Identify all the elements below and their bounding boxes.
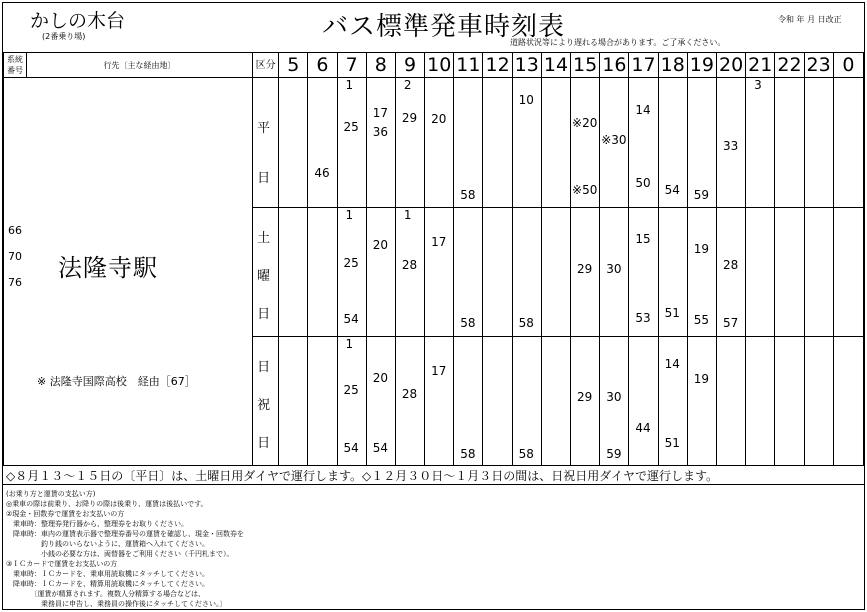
- hour-cell: [600, 208, 629, 337]
- departure-minute: 54: [343, 441, 359, 455]
- hour-cell: [600, 337, 629, 466]
- hour-cell: [687, 337, 716, 466]
- departure-minute: 29: [577, 390, 593, 404]
- hour-cell: [629, 208, 658, 337]
- route-cell: [4, 78, 253, 466]
- hour-header: 18: [658, 53, 687, 78]
- delay-notice: 道路状況等により遅れる場合があります。ご了承ください。: [510, 38, 726, 47]
- hour-cell: [483, 208, 512, 337]
- hour-cell: [483, 337, 512, 466]
- departure-minute: 58: [460, 188, 476, 202]
- fare-note-line: 乗車時：ＩＣカードを、乗車用読取機にタッチしてください。: [6, 570, 209, 578]
- hour-cell: [425, 337, 454, 466]
- hour-cell: [833, 78, 863, 208]
- hour-header: 20: [716, 53, 745, 78]
- departure-minute: 59: [606, 447, 622, 461]
- hour-cell: [541, 78, 570, 208]
- hour-cell: [337, 337, 366, 466]
- departure-minute: 29: [401, 111, 418, 125]
- departure-minute: 58: [518, 447, 534, 461]
- day-type-char: 日: [257, 307, 271, 322]
- departure-minute: 19: [693, 242, 710, 256]
- departure-minute: 44: [635, 421, 651, 435]
- departure-minute: 46: [314, 166, 330, 180]
- hour-cell: [746, 337, 775, 466]
- hour-cell: [395, 337, 424, 466]
- hour-cell: [658, 208, 687, 337]
- day-type-holiday: [253, 337, 279, 466]
- departure-minute: 28: [401, 258, 418, 272]
- hour-cell: [454, 337, 483, 466]
- departure-minute: 54: [372, 441, 389, 455]
- hour-cell: [775, 208, 804, 337]
- hour-cell: [571, 208, 600, 337]
- hour-cell: [425, 208, 454, 337]
- hour-cell: [833, 337, 863, 466]
- departure-minute: 51: [664, 306, 680, 320]
- departure-minute: 30: [606, 390, 622, 404]
- fare-note-line: 釣り銭のいらないように、運賃箱へ入れてください。: [6, 540, 209, 548]
- fare-note-line: 乗務員に申告し、乗務員の操作後にタッチしてください。〕: [6, 600, 227, 608]
- departure-minute: 25: [343, 120, 359, 134]
- hour-cell: [716, 337, 745, 466]
- day-type-char: 日: [257, 171, 271, 186]
- hour-cell: [279, 78, 308, 208]
- hour-cell: [425, 78, 454, 208]
- hour-cell: [512, 337, 541, 466]
- hour-cell: [804, 78, 833, 208]
- departure-minute: 30: [606, 262, 622, 276]
- departure-minute: 54: [664, 183, 680, 197]
- departure-minute: 1: [345, 337, 354, 351]
- departure-minute: 25: [343, 383, 359, 397]
- departure-minute: 28: [722, 258, 739, 272]
- hour-cell: [308, 78, 337, 208]
- departure-minute: 58: [460, 316, 476, 330]
- fare-note-line: (お乗り方と運賃の支払い方): [6, 490, 96, 498]
- destination-name: 法隆寺駅: [58, 254, 158, 282]
- departure-minute: 36: [372, 125, 389, 139]
- fare-note-line: 小銭の必要な方は、両替器をご利用ください（千円札まで）。: [6, 550, 234, 558]
- hour-header: 22: [775, 53, 804, 78]
- hour-cell: [833, 208, 863, 337]
- departure-minute: 50: [635, 176, 651, 190]
- departure-minute: 3: [754, 78, 762, 92]
- hour-cell: [746, 208, 775, 337]
- departure-minute: 17: [372, 106, 389, 120]
- departure-minute: 53: [635, 311, 651, 325]
- hour-header: 9: [395, 53, 424, 78]
- departure-minute: 54: [343, 312, 359, 326]
- kubun-header: 区分: [253, 53, 279, 78]
- departure-minute: 33: [722, 139, 739, 153]
- hour-cell: [687, 78, 716, 208]
- fare-note-line: 乗車時：整理券発行器から、整理券をお取りください。: [6, 520, 188, 528]
- departure-minute: 17: [431, 364, 447, 378]
- departure-minute: 14: [635, 103, 651, 117]
- hour-header: 5: [279, 53, 308, 78]
- hour-cell: [395, 78, 424, 208]
- hour-cell: [454, 78, 483, 208]
- timetable: [3, 52, 864, 466]
- via-note: ※ 法隆寺国際高校 経由［67］: [37, 375, 196, 388]
- hour-cell: [541, 337, 570, 466]
- hour-cell: [337, 78, 366, 208]
- revision-date: 令和 年 月 日改正: [778, 15, 842, 24]
- hour-header: 7: [337, 53, 366, 78]
- hour-cell: [629, 78, 658, 208]
- departure-minute: 15: [635, 232, 651, 246]
- departure-minute: 20: [431, 112, 447, 126]
- stop-sub: (2番乗り場): [42, 32, 86, 41]
- hour-cell: [804, 208, 833, 337]
- fare-note-line: 〔運賃が精算されます。複数人分精算する場合などは、: [6, 590, 205, 598]
- departure-minute: 57: [722, 316, 739, 330]
- hour-cell: [454, 208, 483, 337]
- hour-cell: [366, 78, 395, 208]
- departure-minute: 14: [664, 357, 680, 371]
- departure-minute: 20: [372, 371, 389, 385]
- hour-cell: [541, 208, 570, 337]
- day-type-char: 土: [257, 231, 271, 246]
- hour-cell: [687, 208, 716, 337]
- departure-minute: 17: [431, 235, 447, 249]
- hour-cell: [600, 78, 629, 208]
- departure-minute: 55: [693, 313, 710, 327]
- fare-note-line: ◎乗車の際は前乗り、お降りの際は後乗り、運賃は後払いです。: [6, 500, 208, 508]
- departure-minute: ※50: [572, 183, 598, 197]
- hour-cell: [775, 337, 804, 466]
- departure-minute: 29: [577, 262, 593, 276]
- departure-minute: 51: [664, 436, 680, 450]
- hour-cell: [366, 208, 395, 337]
- hour-cell: [279, 337, 308, 466]
- hour-header: 23: [804, 53, 833, 78]
- departure-minute: ※30: [601, 133, 627, 147]
- day-type-char: 日: [257, 360, 271, 375]
- page-title: バス標準発車時刻表: [322, 12, 566, 42]
- hour-cell: [571, 337, 600, 466]
- day-type-weekday: [253, 78, 279, 208]
- hour-cell: [395, 208, 424, 337]
- fare-notes: [6, 489, 244, 609]
- hour-cell: [366, 337, 395, 466]
- hour-cell: [746, 78, 775, 208]
- hour-header: 6: [308, 53, 337, 78]
- departure-minute: 59: [693, 188, 710, 202]
- table-row: [4, 78, 864, 208]
- hour-cell: [512, 78, 541, 208]
- departure-minute: 2: [403, 78, 412, 92]
- hour-header: 8: [366, 53, 395, 78]
- departure-minute: 20: [372, 238, 389, 252]
- destination-header: 行先〔主な経由地〕: [26, 53, 252, 78]
- departure-minute: 1: [345, 208, 354, 222]
- hour-cell: [775, 78, 804, 208]
- stop-name: かしの木台: [30, 10, 126, 32]
- day-type-char: 祝: [257, 398, 271, 413]
- fare-note-line: 降車時：車内の運賃表示器で整理券番号の運賃を確認し、現金・回数券を: [6, 530, 244, 538]
- holiday-schedule-notice: ◇８月１３～１５日の〔平日〕は、土曜日用ダイヤで運行します。◇１２月３０日～１月３日の間は、日祝日用ダイヤで運行します。: [3, 467, 864, 485]
- header: [0, 0, 867, 52]
- departure-minute: 25: [343, 256, 359, 270]
- hour-cell: [279, 208, 308, 337]
- route-number: 70: [8, 250, 22, 263]
- route-number: 76: [8, 276, 22, 289]
- hour-header: 10: [425, 53, 454, 78]
- departure-minute: ※20: [572, 116, 598, 130]
- hour-cell: [512, 208, 541, 337]
- hour-cell: [716, 208, 745, 337]
- day-type-char: 日: [257, 436, 271, 451]
- hour-header: 17: [629, 53, 658, 78]
- hour-cell: [629, 337, 658, 466]
- hour-cell: [658, 78, 687, 208]
- hour-cell: [716, 78, 745, 208]
- departure-minute: 1: [345, 78, 354, 92]
- hour-cell: [483, 78, 512, 208]
- hour-header: 19: [687, 53, 716, 78]
- hour-header: 11: [454, 53, 483, 78]
- hour-header: 21: [746, 53, 775, 78]
- hour-cell: [571, 78, 600, 208]
- fare-note-line: 降車時：ＩＣカードを、精算用読取機にタッチしてください。: [6, 580, 209, 588]
- departure-minute: 19: [693, 372, 710, 386]
- hour-header: 14: [541, 53, 570, 78]
- departure-minute: 1: [403, 208, 412, 222]
- hour-header: 12: [483, 53, 512, 78]
- departure-minute: 28: [401, 387, 418, 401]
- hour-cell: [804, 337, 833, 466]
- departure-minute: 58: [518, 316, 534, 330]
- day-type-char: 平: [257, 121, 271, 136]
- departure-minute: 10: [518, 93, 534, 107]
- hour-header: 0: [833, 53, 863, 78]
- hour-cell: [658, 337, 687, 466]
- day-type-char: 曜: [257, 269, 271, 284]
- hour-cell: [337, 208, 366, 337]
- hour-header: 15: [571, 53, 600, 78]
- fare-note-line: ②現金・回数券で運賃をお支払いの方: [6, 510, 125, 518]
- hour-cell: [308, 208, 337, 337]
- departure-minute: 58: [460, 447, 476, 461]
- route-numbers: [8, 218, 22, 296]
- route-number: 66: [8, 224, 22, 237]
- hour-header: 13: [512, 53, 541, 78]
- hour-cell: [308, 337, 337, 466]
- day-type-saturday: [253, 208, 279, 337]
- route-number-header: 系統番号: [4, 53, 27, 78]
- hour-header: 16: [600, 53, 629, 78]
- fare-note-line: ③ＩＣカードで運賃をお支払いの方: [6, 560, 118, 568]
